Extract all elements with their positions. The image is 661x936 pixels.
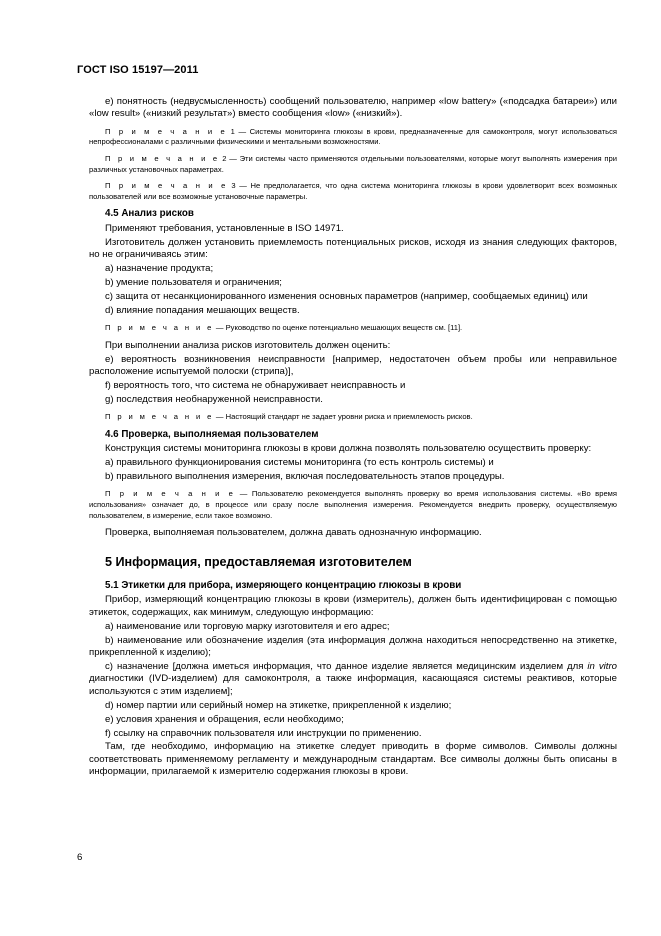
- list-item: b) умение пользователя и ограничения;: [105, 276, 282, 288]
- note-text: 1 — Системы мониторинга глюкозы в крови, предназначенные для самоконтроля, могут использоваться непрофессионалами с различными физическими и ментальными возможностями.: [89, 126, 618, 147]
- paragraph: Конструкция системы мониторинга глюкозы в крови должна позволять пользователю осуществить проверку:: [105, 443, 592, 455]
- list-item-e-clarity: e) понятность (недвусмысленность) сообщений пользователю, например «low battery» («подсадка батареи») или «low result» («низкий результат») вместо сообщения «low» («низкий»).: [89, 96, 617, 120]
- list-item-text: диагностики (IVD-изделием) для самоконтроля, а также информация, касающаяся системы реактивов, которые используются с этим изделием];: [89, 673, 617, 697]
- list-item: е) вероятность возникновения неисправности [например, недостаточен объем пробы или неправильное расположение испытуемой полоски (стрипа)],: [89, 353, 617, 378]
- list-item-text: с) назначение [должна иметься информация, что данное изделие является медицинским изделием для: [105, 661, 588, 672]
- note-label: П р и м е ч а н и е: [105, 181, 228, 191]
- paragraph: Прибор, измеряющий концентрацию глюкозы в крови (измеритель), должен быть идентифицирован с помощью этикеток, содержащих, как минимум, следующую информацию:: [89, 594, 617, 618]
- section-5-heading: 5 Информация, предоставляемая изготовителем: [105, 554, 412, 569]
- note-label: П р и м е ч а н и е: [105, 323, 214, 333]
- list-item: g) последствия необнаруженной неисправности.: [105, 393, 323, 405]
- note-1: [89, 127, 617, 148]
- document-body: [89, 96, 617, 779]
- section-4-5-heading: 4.5 Анализ рисков: [105, 208, 194, 220]
- note-3: [89, 181, 617, 202]
- note-2: [89, 154, 617, 175]
- list-item: с) защита от несанкционированного изменения основных параметров (например, сообщаемых единиц) или: [105, 290, 588, 302]
- list-item: d) номер партии или серийный номер на этикетке, прикрепленной к изделию;: [105, 699, 452, 711]
- list-item: d) влияние попадания мешающих веществ.: [105, 304, 300, 316]
- paragraph: Там, где необходимо, информацию на этикетке следует приводить в форме символов. Символы должны соответствовать применяемому регламенту и международным стандартам. Все символы должны быть описаны в информации, прилагаемой к измерителю содержания глюкозы в крови.: [89, 741, 617, 778]
- list-item: е) условия хранения и обращения, если необходимо;: [105, 713, 344, 725]
- paragraph: При выполнении анализа рисков изготовитель должен оценить:: [105, 339, 391, 351]
- paragraph: Проверка, выполняемая пользователем, должна давать однозначную информацию.: [105, 527, 482, 539]
- note-label: П р и м е ч а н и е: [105, 412, 214, 422]
- paragraph: Применяют требования, установленные в ISO 14971.: [105, 222, 344, 234]
- note-text: 3 — Не предполагается, что одна система мониторинга глюкозы в крови удовлетворит всех возможных пользователей или все возможные установочные параметры.: [89, 181, 617, 201]
- list-item: b) наименование или обозначение изделия (эта информация должна находиться непосредственно на этикетке, прикрепленной к изделию);: [89, 634, 617, 659]
- list-item: а) правильного функционирования системы мониторинга (то есть контроль системы) и: [105, 457, 494, 469]
- paragraph: Изготовитель должен установить приемлемость потенциальных рисков, исходя из знания следующих факторов, но не ограничиваясь этим:: [89, 236, 617, 261]
- section-4-6-heading: 4.6 Проверка, выполняемая пользователем: [105, 428, 319, 440]
- list-item: f) ссылку на справочник пользователя или инструкции по применению.: [105, 727, 422, 739]
- list-item: [89, 661, 617, 698]
- note-label: П р и м е ч а н и е: [105, 154, 220, 163]
- note-text: — Пользователю рекомендуется выполнять проверку во время использования системы. «Во время использования» означает до, в процессе или сразу после выполнения измерения. Рекомендуется внедрить проверку, осуществляемую пользователем, в измерение, если такое возможно.: [89, 489, 617, 520]
- list-item: b) правильного выполнения измерения, включая последовательность этапов процедуры.: [105, 471, 505, 483]
- note: [89, 489, 617, 521]
- document-header: ГОСТ ISO 15197—2011: [77, 64, 199, 76]
- list-item: а) назначение продукта;: [105, 263, 214, 274]
- section-5-1-heading: 5.1 Этикетки для прибора, измеряющего концентрацию глюкозы в крови: [105, 580, 462, 592]
- note-text: — Руководство по оценке потенциально мешающих веществ см. [11].: [213, 323, 463, 333]
- note-text: — Настоящий стандарт не задает уровни риска и приемлемость рисков.: [213, 412, 473, 422]
- note-label: П р и м е ч а н и е: [105, 126, 228, 136]
- note: [89, 323, 617, 334]
- page-number: 6: [77, 852, 83, 863]
- list-item: f) вероятность того, что система не обнаруживает неисправность и: [105, 379, 406, 391]
- note-label: П р и м е ч а н и е: [105, 489, 236, 499]
- list-item: а) наименование или торговую марку изготовителя и его адрес;: [105, 620, 390, 632]
- note: [89, 412, 617, 423]
- note-text: 2 — Эти системы часто применяются отдельными пользователями, которые могут выполнять измерения при различных установочных параметрах.: [89, 154, 617, 174]
- list-item-italic: in vitro: [587, 661, 617, 672]
